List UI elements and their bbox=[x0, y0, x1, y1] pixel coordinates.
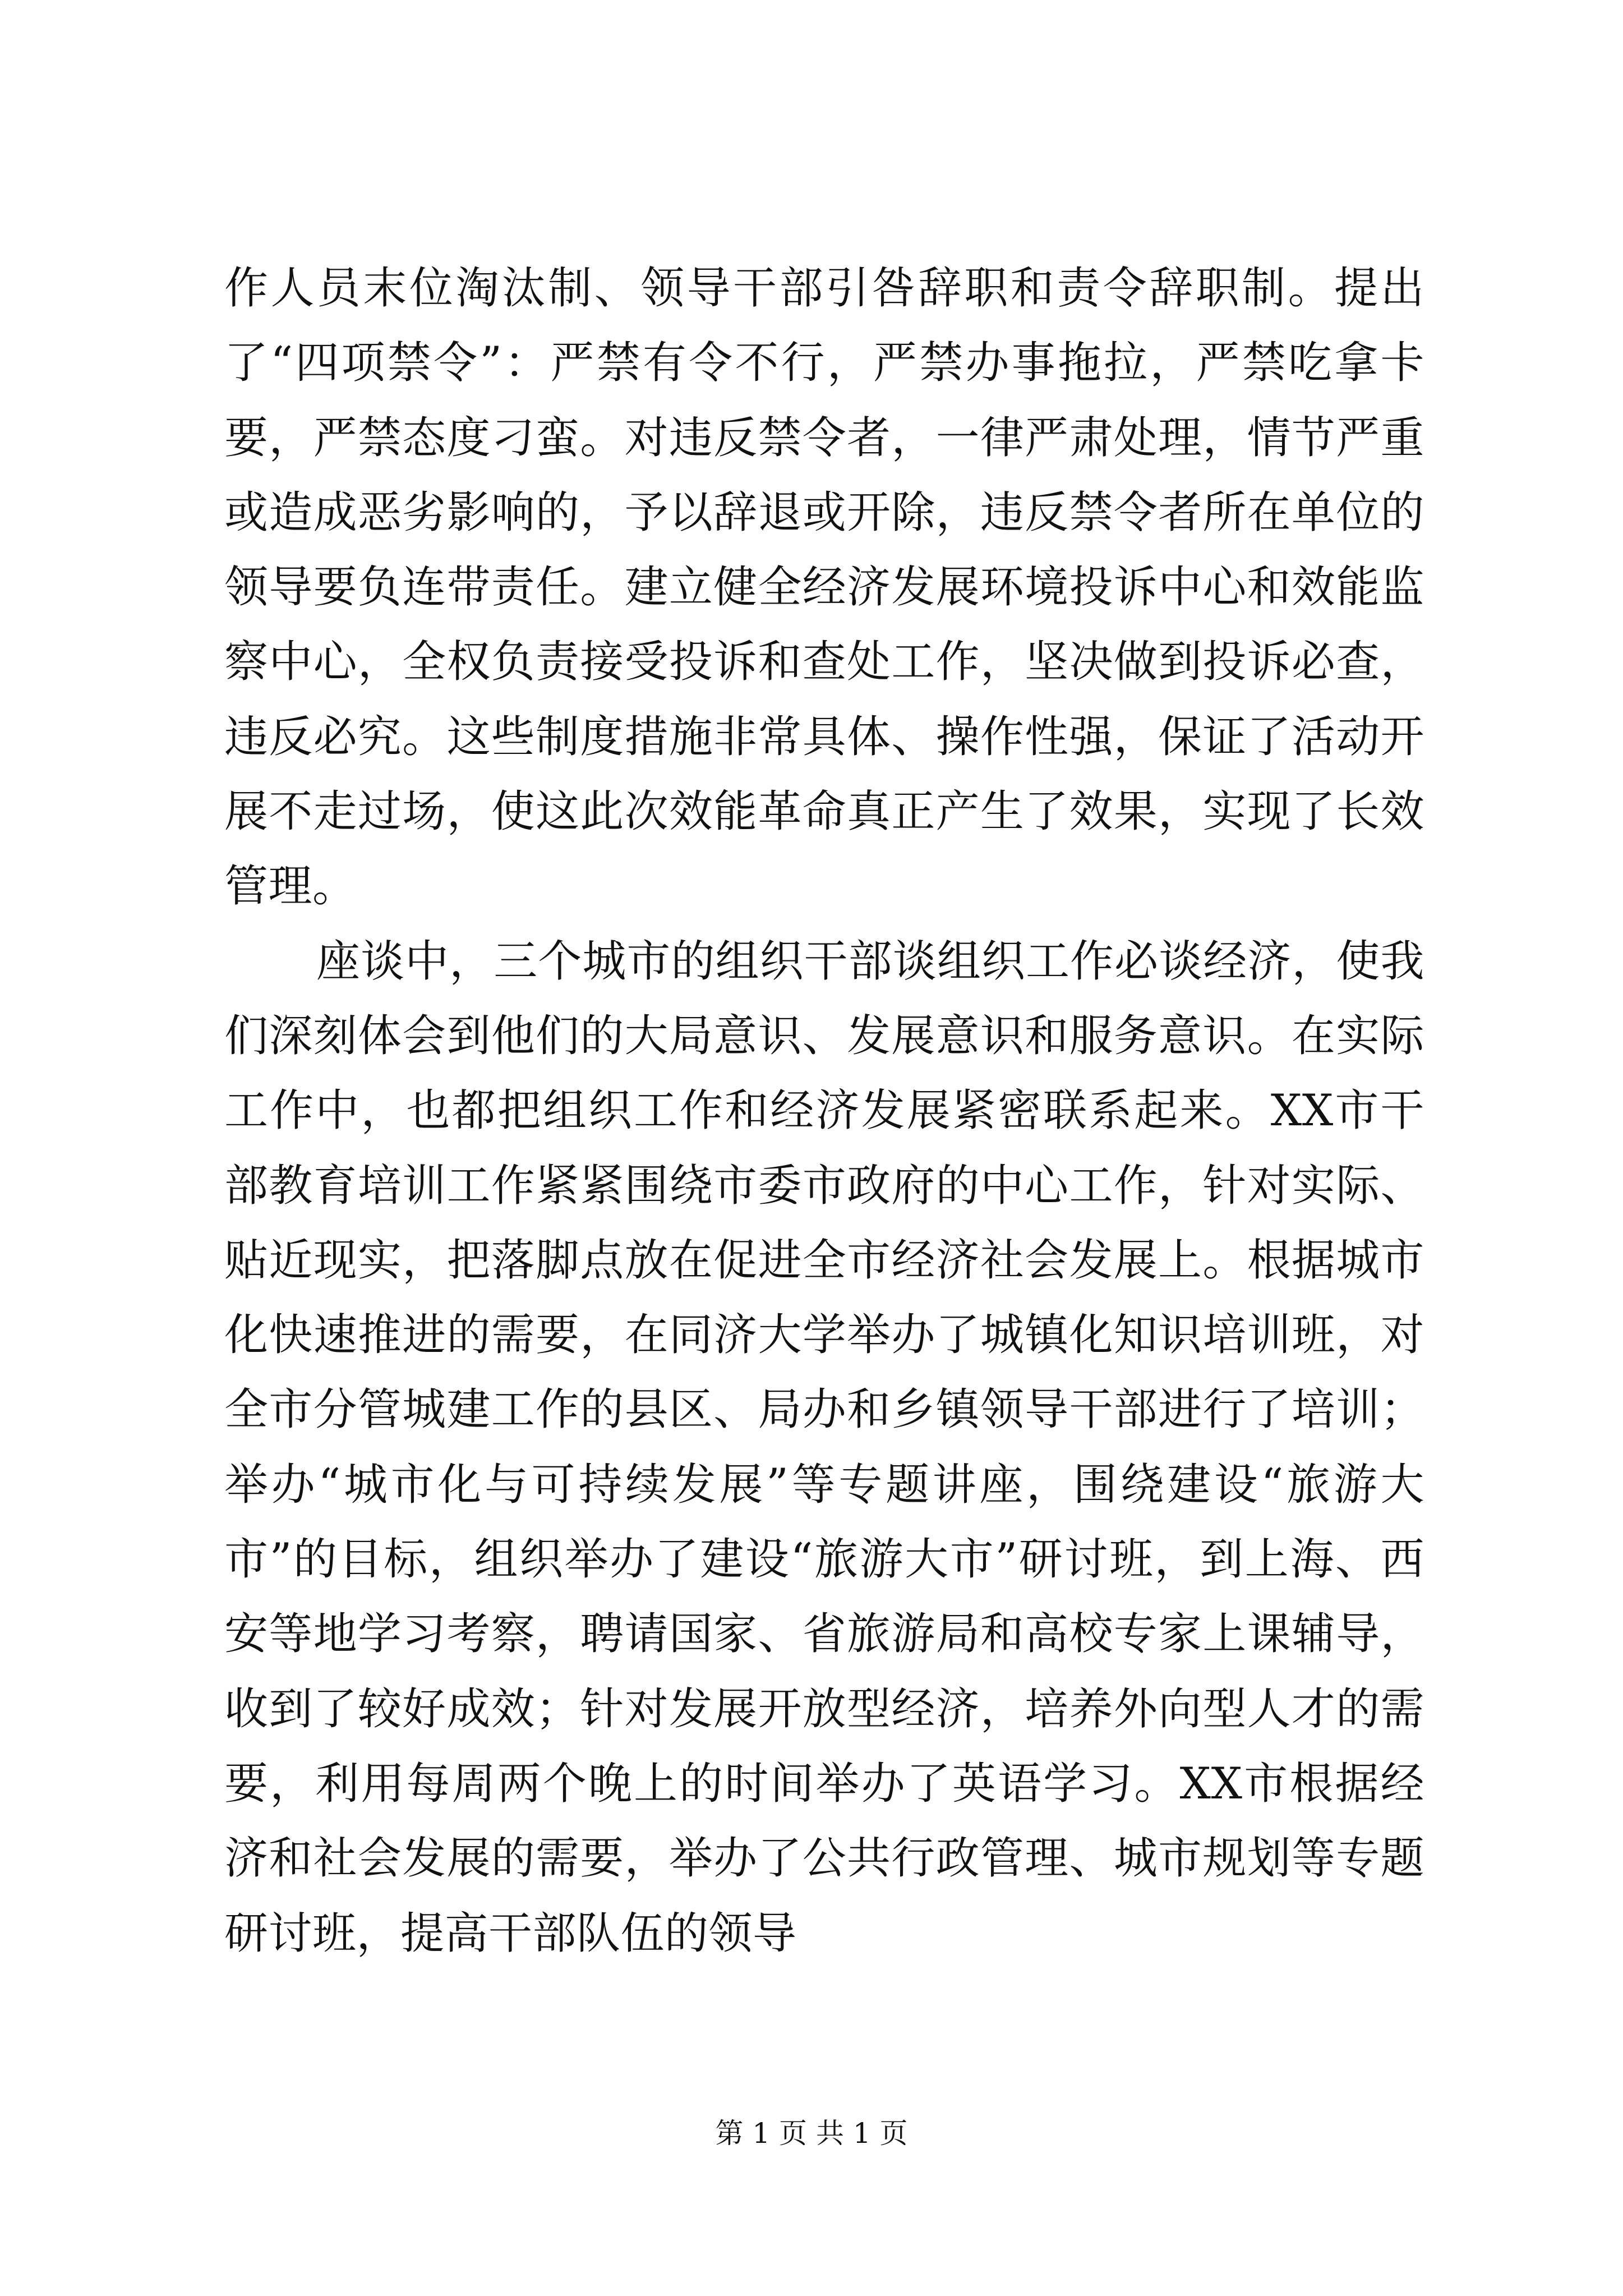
paragraph-1: 作人员末位淘汰制、领导干部引咎辞职和责令辞职制。提出了“四项禁令”：严禁有令不行，严禁办事拖拉，严禁吃拿卡要，严禁态度刁蛮。对违反禁令者，一律严肃处理，情节严重或造成恶劣影响的，予以辞退或开除，违反禁令者所在单位的领导要负连带责任。建立健全经济发展环境投诉中心和效能监察中心，全权负责接受投诉和查处工作，坚决做到投诉必查，违反必究。这些制度措施非常具体、操作性强，保证了活动开展不走过场，使这此次效能革命真正产生了效果，实现了长效管理。 bbox=[224, 263, 1424, 912]
page-footer: 第 1 页 共 1 页 bbox=[715, 2117, 908, 2150]
paragraph-2: 座谈中，三个城市的组织干部谈组织工作必谈经济，使我们深刻体会到他们的大局意识、发展意识和服务意识。在实际工作中，也都把组织工作和经济发展紧密联系起来。XX市干部教育培训工作紧紧围绕市委市政府的中心工作，针对实际、贴近现实，把落脚点放在促进全市经济社会发展上。根据城市化快速推进的需要，在同济大学举办了城镇化知识培训班，对全市分管城建工作的县区、局办和乡镇领导干部进行了培训；举办“城市化与可持续发展”等专题讲座，围绕建设“旅游大市”的目标，组织举办了建设“旅游大市”研讨班，到上海、西安等地学习考察，聘请国家、省旅游局和高校专家上课辅导，收到了较好成效；针对发展开放型经济，培养外向型人才的需要，利用每周两个晚上的时间举办了英语学习。XX市根据经济和社会发展的需要，举办了公共行政管理、城市规划等专题研讨班，提高干部队伍的领导 bbox=[224, 936, 1424, 1959]
document-body bbox=[224, 251, 1424, 1971]
